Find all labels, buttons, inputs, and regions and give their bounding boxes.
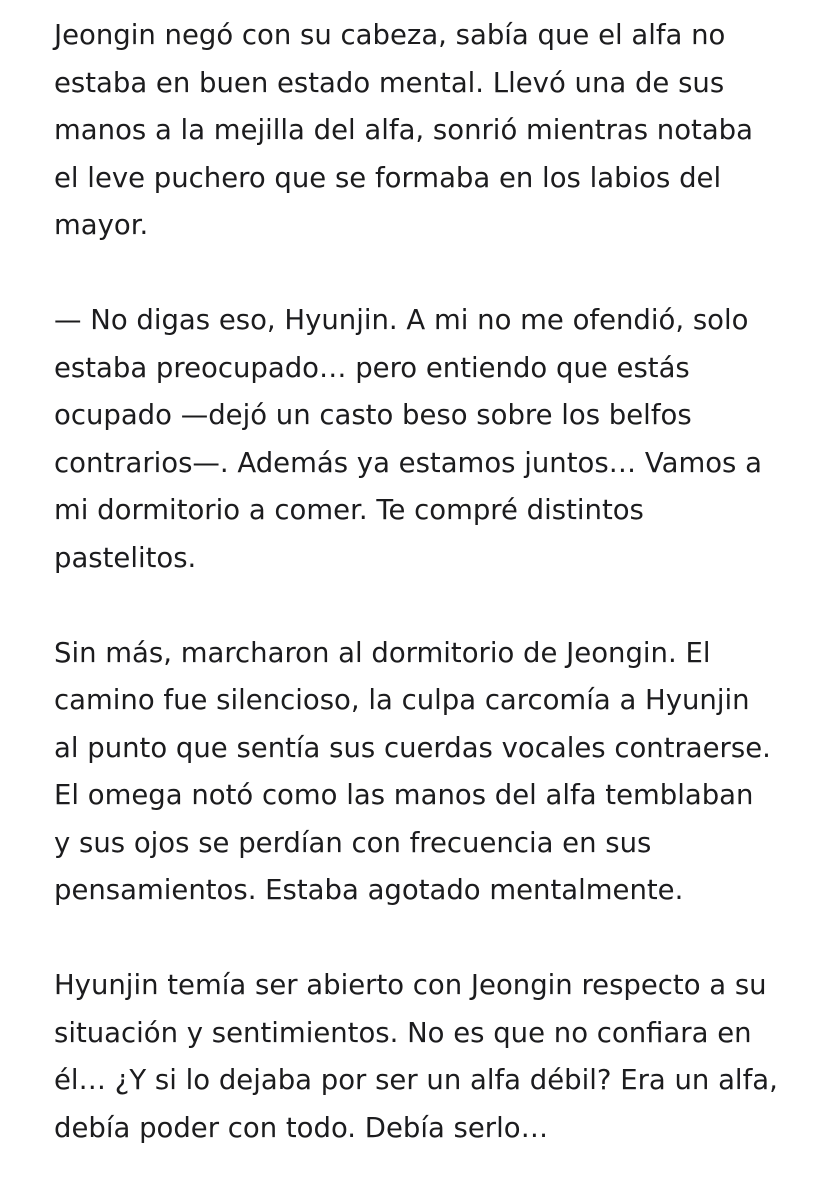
text-line: — No digas eso, Hyunjin. A mi no me ofendió, solo [54,304,749,336]
text-line: debía poder con todo. Debía serlo… [54,1111,549,1144]
text-line: manos a la mejilla del alfa, sonrió mientras notaba [54,114,753,146]
text-line: contrarios—. Además ya estamos juntos… Vamos a [54,446,762,479]
text-line: Jeongin negó con su cabeza, sabía que el alfa no [54,19,726,51]
paragraph-2 [54,297,814,582]
text-line: El omega notó como las manos del alfa temblaban [54,779,754,811]
text-line: pastelitos. [54,541,197,574]
paragraph-4 [54,962,814,1152]
text-line: y sus ojos se perdían con frecuencia en sus [54,826,652,859]
text-line: ocupado —dejó un casto beso sobre los belfos [54,399,692,431]
story-text [54,12,814,1152]
paragraph-1 [54,12,814,250]
paragraph-3 [54,630,814,915]
text-line: mayor. [54,209,149,241]
text-line: el leve puchero que se formaba en los labios del [54,161,722,194]
text-line: situación y sentimientos. No es que no confiara en [54,1016,752,1049]
text-line: estaba preocupado… pero entiendo que estás [54,351,690,384]
text-line: al punto que sentía sus cuerdas vocales contraerse. [54,731,771,764]
text-line: Hyunjin temía ser abierto con Jeongin respecto a su [54,969,767,1001]
text-line: estaba en buen estado mental. Llevó una de sus [54,66,725,99]
text-line: pensamientos. Estaba agotado mentalmente. [54,874,684,906]
text-line: mi dormitorio a comer. Te compré distintos [54,494,644,526]
text-line: Sin más, marcharon al dormitorio de Jeongin. El [54,636,711,669]
text-line: camino fue silencioso, la culpa carcomía a Hyunjin [54,684,750,716]
text-line: él… ¿Y si lo dejaba por ser un alfa débil? Era un alfa, [54,1064,778,1096]
